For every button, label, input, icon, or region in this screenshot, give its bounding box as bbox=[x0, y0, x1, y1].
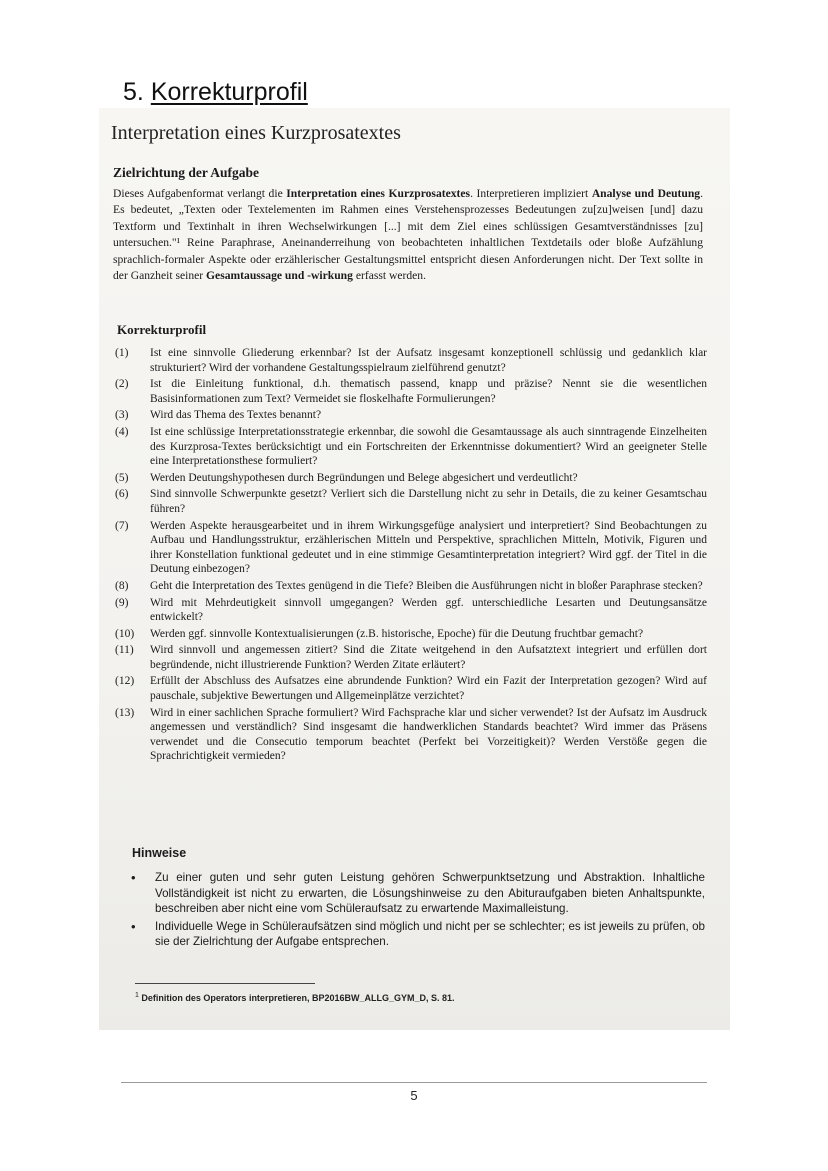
criterion-number: (6) bbox=[115, 488, 129, 501]
criterion-text: Erfüllt der Abschluss des Aufsatzes eine abrundende Funktion? Wird ein Fazit der Interpretation gezogen? Wird auf pauschale, subjektive Bewertungen und Allgemeinplätze verzichtet? bbox=[150, 675, 707, 703]
criterion-text: Werden Aspekte herausgearbeitet und in ihrem Wirkungsgefüge analysiert und interpretiert? Sind Beobachtungen zu Aufbau und Handlungsstruktur, erzählerischen Mitteln und Perspektive, sprachlichen Mitteln, Motivik, Figuren und ihrer Konstellation funktional gedeutet und in eine stimmige Gesamtinterpretation integriert? Wird ggf. der Titel in die Deutung einbezogen? bbox=[150, 519, 707, 576]
criterion-number: (10) bbox=[115, 627, 135, 640]
intro-text-3: . Es bedeutet, „Texten oder Textelementen im Rahmen eines Verstehensprozesses Bedeutungen zu[zu]weisen [und] dazu Textform und Textinhalt in ihren Wechselwirkungen [...] mit dem Ziel eines schlüssigen Gesamtverständnisses [zu] untersuchen."¹ Reine Paraphrase, Aneinanderreihung von beobachteten inhaltlichen Textdetails oder bloße Aufzählung sprachlich-formaler Aspekte oder erzählerischer Gestaltungsmittel entspricht diesen Anforderungen nicht. Der Text sollte in der Ganzheit seiner bbox=[113, 187, 703, 283]
criterion-number: (3) bbox=[115, 409, 129, 422]
page-footer-divider bbox=[121, 1082, 707, 1083]
criterion-number: (11) bbox=[115, 644, 134, 657]
hint-item bbox=[129, 919, 705, 950]
criterion-item bbox=[115, 346, 707, 375]
criterion-number: (5) bbox=[115, 471, 129, 484]
criterion-item bbox=[115, 519, 707, 577]
criterion-text: Ist eine sinnvolle Gliederung erkennbar? Ist der Aufsatz insgesamt konzeptionell schlüssig und gedanklich klar strukturiert? Wird der vorhandene Gestaltungsspielraum zielführend genutzt? bbox=[150, 347, 707, 374]
criterion-number: (12) bbox=[115, 675, 135, 688]
criterion-item bbox=[115, 425, 707, 469]
criterion-item bbox=[115, 408, 707, 423]
chapter-number: 5. bbox=[123, 78, 144, 106]
footnote-mark: 1 bbox=[135, 992, 139, 999]
criterion-item bbox=[115, 643, 707, 672]
page-number: 5 bbox=[410, 1088, 418, 1103]
criterion-text: Werden Deutungshypothesen durch Begründungen und Belege abgesichert und verdeutlicht? bbox=[150, 471, 578, 484]
criterion-text: Geht die Interpretation des Textes genügend in die Tiefe? Bleiben die Ausführungen nicht in bloßer Paraphrase stecken? bbox=[150, 579, 703, 592]
criterion-item bbox=[115, 487, 707, 516]
criterion-text: Ist eine schlüssige Interpretationsstrategie erkennbar, die sowohl die Gesamtaussage als auch sinntragende Einzelheiten des Kurzprosa-Textes berücksichtigt und ein Fortschreiten der Erkenntnisse dokumentiert? Wird an geeigneter Stelle eine Interpretationsthese formuliert? bbox=[150, 425, 707, 468]
criterion-number: (9) bbox=[115, 596, 129, 609]
hints-list bbox=[129, 870, 705, 952]
criterion-item bbox=[115, 471, 707, 486]
criteria-heading: Korrekturprofil bbox=[117, 322, 207, 337]
hint-item bbox=[129, 870, 705, 917]
criterion-text: Ist die Einleitung funktional, d.h. thematisch passend, knapp und präzise? Nennt sie die wesentlichen Basisinformationen zum Text? Vermeidet sie floskelhafte Formulierungen? bbox=[150, 378, 707, 405]
criterion-number: (13) bbox=[115, 706, 135, 719]
footnote-divider bbox=[135, 983, 315, 984]
hints-heading: Hinweise bbox=[132, 846, 187, 860]
intro-bold-3: Gesamtaussage und -wirkung bbox=[206, 269, 353, 283]
criterion-text: Wird das Thema des Textes benannt? bbox=[150, 409, 322, 422]
criterion-number: (8) bbox=[115, 579, 129, 592]
criterion-text: Werden ggf. sinnvolle Kontextualisierungen (z.B. historische, Epoche) für die Deutung fruchtbar gemacht? bbox=[150, 627, 644, 640]
bullet-icon: • bbox=[131, 918, 136, 934]
criterion-item bbox=[115, 596, 707, 625]
criterion-item bbox=[115, 706, 707, 764]
hint-text: Zu einer guten und sehr guten Leistung gehören Schwerpunktsetzung und Abstraktion. Inhaltliche Vollständigkeit ist nicht zu erwarten, die Lösungshinweise zu den Abituraufgaben bieten Anhaltspunkte, beschreiben aber nicht eine vom Schüleraufsatz zu erwartende Maximalleistung. bbox=[155, 871, 705, 916]
footnote bbox=[135, 992, 455, 1003]
section-subtitle: Interpretation eines Kurzprosatextes bbox=[111, 122, 401, 144]
intro-bold-1: Interpretation eines Kurzprosatextes bbox=[286, 187, 471, 200]
criterion-number: (2) bbox=[115, 378, 129, 391]
intro-text-2: . Interpretieren impliziert bbox=[470, 187, 592, 200]
criterion-number: (4) bbox=[115, 425, 129, 438]
criterion-text: Sind sinnvolle Schwerpunkte gesetzt? Verliert sich die Darstellung nicht zu sehr in Details, die zu keiner Gesamtschau führen? bbox=[150, 488, 707, 515]
criterion-number: (7) bbox=[115, 519, 129, 532]
footnote-text: Definition des Operators interpretieren, BP2016BW_ALLG_GYM_D, S. 81. bbox=[141, 993, 455, 1003]
criteria-list bbox=[115, 346, 707, 766]
criterion-number: (1) bbox=[115, 347, 129, 359]
hint-text: Individuelle Wege in Schüleraufsätzen sind möglich und nicht per se schlechter; es ist jeweils zu prüfen, ob sie der Zielrichtung der Aufgabe entsprechen. bbox=[155, 919, 705, 949]
criterion-item bbox=[115, 377, 707, 406]
intro-paragraph bbox=[113, 186, 703, 284]
aim-heading: Zielrichtung der Aufgabe bbox=[113, 165, 260, 180]
intro-text-4: erfasst werden. bbox=[352, 269, 426, 283]
intro-text-1: Dieses Aufgabenformat verlangt die bbox=[113, 187, 287, 200]
criterion-item bbox=[115, 579, 707, 594]
scanned-page bbox=[99, 108, 730, 1030]
intro-bold-2: Analyse und Deutung bbox=[591, 187, 701, 200]
bullet-icon: • bbox=[131, 870, 136, 885]
chapter-title: Korrekturprofil bbox=[150, 78, 308, 106]
criterion-text: Wird in einer sachlichen Sprache formuliert? Wird Fachsprache klar und sicher verwendet? Ist der Aufsatz im Ausdruck angemessen und verständlich? Sind insgesamt die handwerklichen Standards beachtet? Wird immer das Präsens verwendet und die Consecutio temporum beachtet (Perfekt bei Vorzeitigkeit)? Werden Verstöße gegen die Sprachrichtigkeit vermieden? bbox=[150, 706, 707, 763]
chapter-heading bbox=[123, 78, 308, 107]
criterion-text: Wird sinnvoll und angemessen zitiert? Sind die Zitate weitgehend in den Aufsatztext integriert und erfüllen dort begründende, nicht illustrierende Funktion? Werden Zitate erläutert? bbox=[150, 644, 707, 671]
criterion-item bbox=[115, 627, 707, 642]
criterion-item bbox=[115, 674, 707, 703]
criterion-text: Wird mit Mehrdeutigkeit sinnvoll umgegangen? Werden ggf. unterschiedliche Lesarten und Deutungsansätze entwickelt? bbox=[150, 596, 707, 624]
